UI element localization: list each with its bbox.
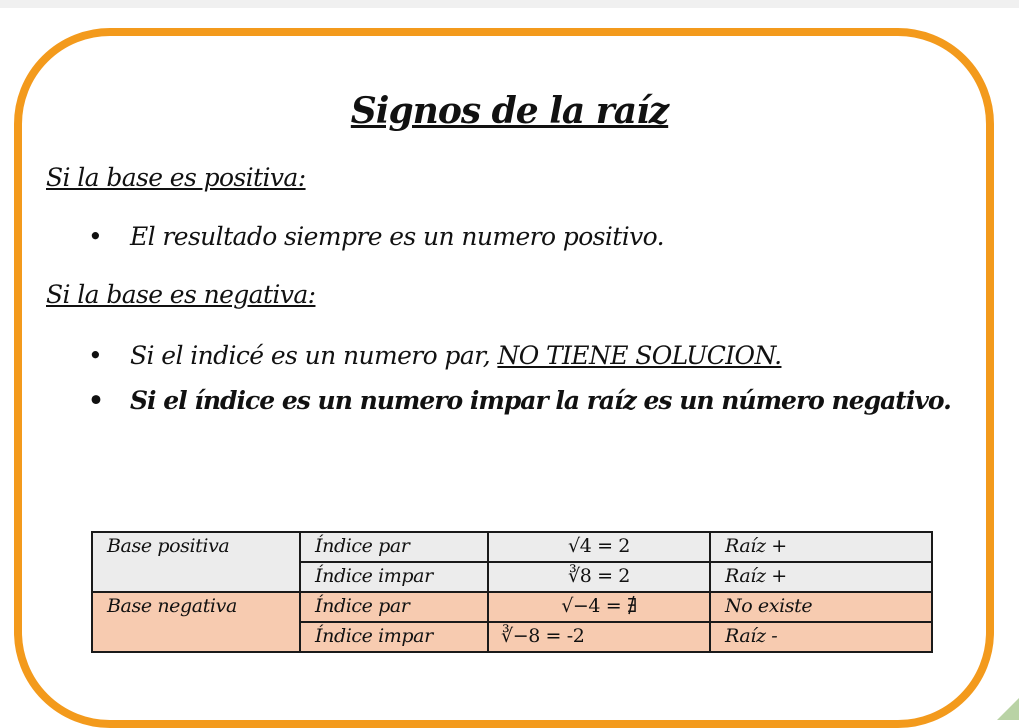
- heading-positive-base: Si la base es positiva:: [46, 163, 306, 192]
- corner-decoration: [997, 698, 1019, 720]
- bullet-dot: •: [88, 222, 103, 251]
- top-strip: [0, 0, 1019, 8]
- cell-expression: √−4 = ∄: [488, 592, 710, 622]
- table-row: [92, 532, 932, 562]
- bullet-even-index: [88, 341, 781, 370]
- bullet-positive-result: [88, 222, 664, 251]
- root-signs-table: [91, 531, 933, 653]
- bullet-text: Si el índice es un numero impar la raíz es un número negativo.: [130, 386, 951, 415]
- bullet-dot: •: [88, 386, 103, 415]
- cell-result: Raíz -: [710, 622, 932, 652]
- cell-result: Raíz +: [710, 562, 932, 592]
- cell-index: Índice impar: [300, 622, 488, 652]
- no-solution-emphasis: NO TIENE SOLUCION.: [497, 341, 782, 370]
- page-title: Signos de la raíz: [350, 90, 669, 132]
- bullet-text: El resultado siempre es un numero positivo.: [130, 222, 665, 251]
- bullet-dot: •: [88, 341, 103, 370]
- cell-expression: ∛8 = 2: [488, 562, 710, 592]
- cell-index: Índice par: [300, 532, 488, 562]
- cell-base: Base negativa: [92, 592, 300, 652]
- cell-index: Índice par: [300, 592, 488, 622]
- table-row: [92, 592, 932, 622]
- cell-index: Índice impar: [300, 562, 488, 592]
- bullet-odd-index: [88, 386, 951, 415]
- bullet-text: Si el indicé es un numero par,: [130, 341, 498, 370]
- cell-expression: √4 = 2: [488, 532, 710, 562]
- heading-negative-base: Si la base es negativa:: [46, 280, 316, 309]
- cell-base: Base positiva: [92, 532, 300, 592]
- cell-result: Raíz +: [710, 532, 932, 562]
- cell-expression: ∛−8 = -2: [488, 622, 710, 652]
- cell-result: No existe: [710, 592, 932, 622]
